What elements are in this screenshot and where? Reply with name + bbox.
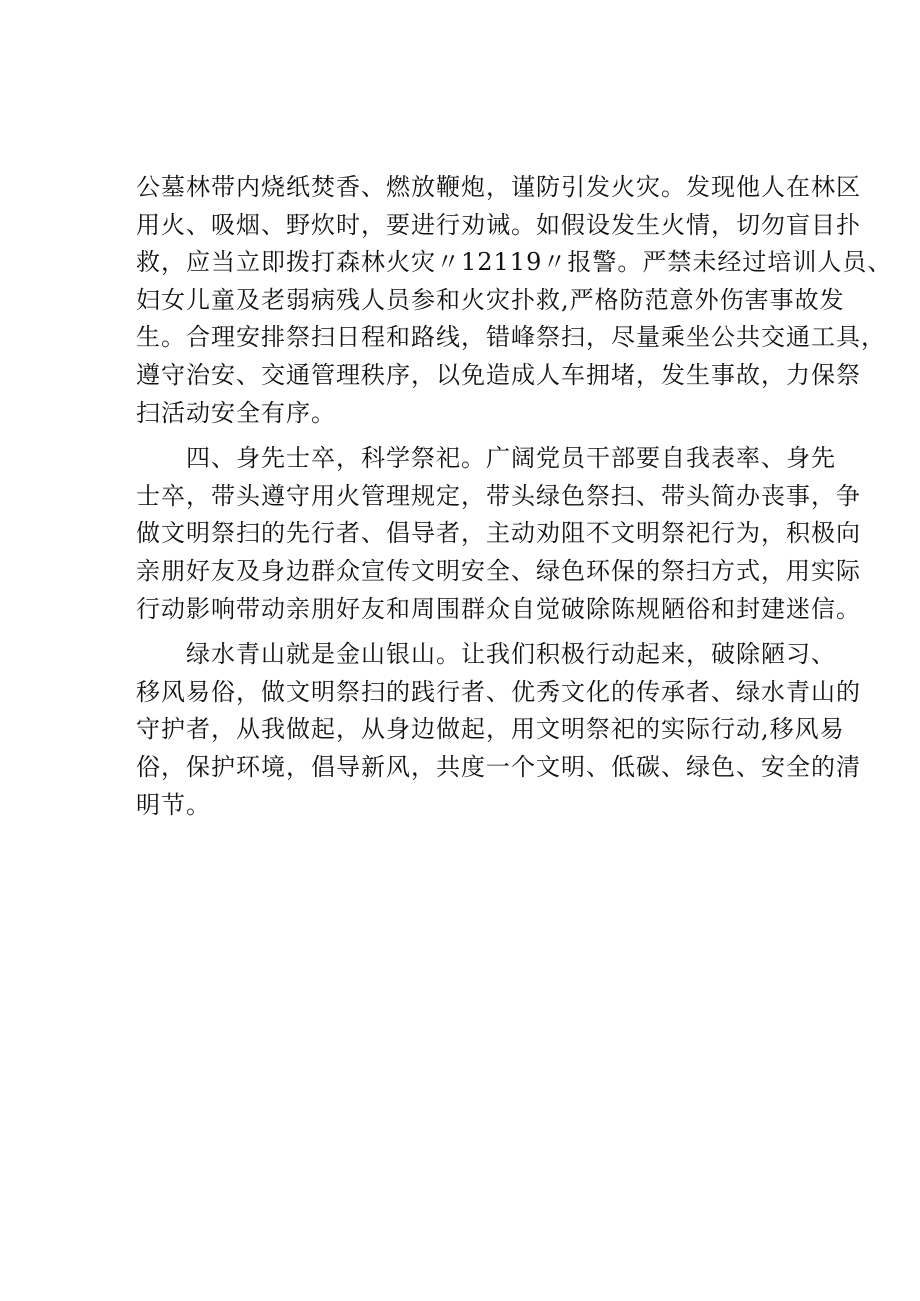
text-line: 救，应当立即拨打森林火灾〃12119〃报警。严禁未经过培训人员、 (136, 248, 893, 277)
text-line: 扫活动安全有序。 (136, 398, 336, 427)
text-line: 亲朋好友及身边群众宣传文明安全、绿色环保的祭扫方式，用实际 (136, 556, 861, 585)
text-line: 妇女儿童及老弱病残人员参和火灾扑救,严格防范意外伤害事故发 (136, 285, 845, 314)
paragraph-gap (136, 628, 796, 636)
text-line: 移风易俗，做文明祭扫的践行者、优秀文化的传承者、绿水青山的 (136, 677, 861, 706)
text-line: 遵守治安、交通管理秩序，以免造成人车拥堵，发生事故，力保祭 (136, 360, 861, 389)
text-line: 明节。 (136, 790, 211, 819)
text-line: 公墓林带内烧纸焚香、燃放鞭炮，谨防引发火灾。发现他人在林区 (136, 173, 861, 201)
text-line: 俗，保护环境，倡导新风，共度一个文明、低碳、绿色、安全的清 (136, 752, 861, 781)
text-line: 行动影响带动亲朋好友和周围群众自觉破除陈规陋俗和封建迷信。 (136, 594, 861, 623)
text-line: 四、身先士卒，科学祭祀。广阔党员干部要自我表率、身先 (186, 444, 836, 473)
paragraph-gap (136, 432, 796, 440)
body-text (136, 169, 893, 824)
text-line: 生。合理安排祭扫日程和路线，错峰祭扫，尽量乘坐公共交通工具， (136, 323, 886, 352)
paragraph-fire-safety (136, 169, 893, 432)
text-line: 士卒，带头遵守用火管理规定，带头绿色祭扫、带头简办丧事，争 (136, 481, 861, 510)
text-line: 守护者，从我做起，从身边做起，用文明祭祀的实际行动,移风易 (136, 715, 845, 744)
text-line: 用火、吸烟、野炊时，要进行劝诫。如假设发生火情，切勿盲目扑 (136, 210, 861, 239)
paragraph-section-four (136, 440, 861, 628)
paragraph-closing (136, 636, 861, 824)
text-line: 绿水青山就是金山银山。让我们积极行动起来，破除陋习、 (186, 640, 836, 669)
text-line: 做文明祭扫的先行者、倡导者，主动劝阻不文明祭祀行为，积极向 (136, 519, 861, 548)
